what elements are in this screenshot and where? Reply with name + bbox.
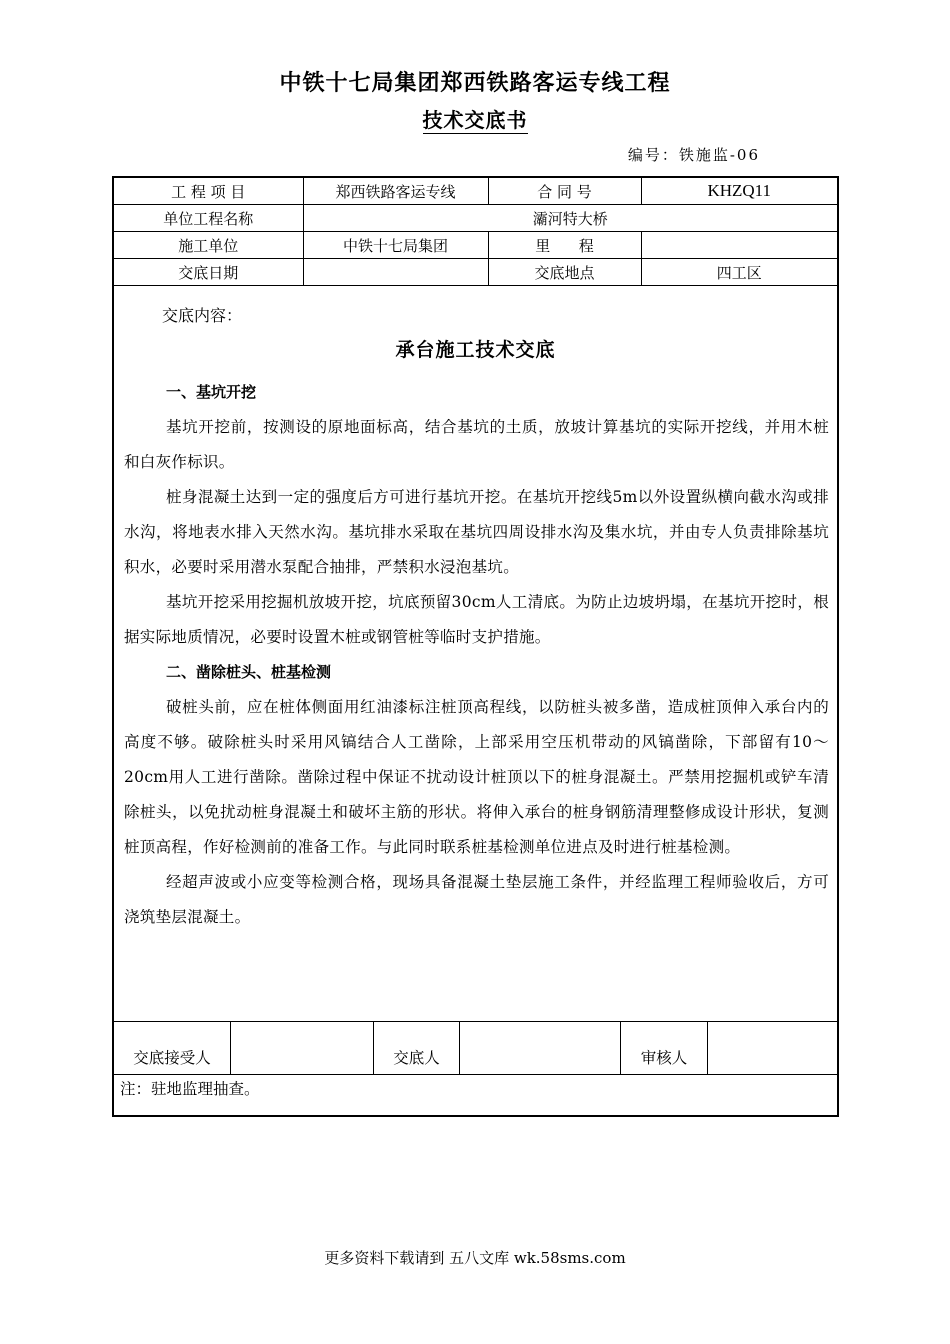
paragraph: 破桩头前，应在桩体侧面用红油漆标注桩顶高程线，以防桩头被多凿，造成桩顶伸入承台内的高度不够。破除桩头时采用风镐结合人工凿除，上部采用空压机带动的风镐凿除，下部留有10～20cm用人工进行凿除。凿除过程中保证不扰动设计桩顶以下的桩身混凝土。严禁用挖掘机或铲车清除桩头，以免扰动桩身混凝土和破坏主筋的形状。将伸入承台的桩身钢筋清理整修成设计形状，复测桩顶高程，作好检测前的准备工作。与此同时联系桩基检测单位进点及时进行桩基检测。 (124, 698, 829, 856)
section-heading: 二、凿除桩头、桩基检测 (166, 663, 332, 681)
paragraph: 桩身混凝土达到一定的强度后方可进行基坑开挖。在基坑开挖线5m以外设置纵横向截水沟或排水沟，将地表水排入天然水沟。基坑排水采取在基坑四周设排水沟及集水坑，并由专人负责排除基坑积水，必要时采用潜水泵配合抽排，严禁积水浸泡基坑。 (124, 488, 829, 576)
table-row (114, 205, 837, 232)
content-label: 交底内容： (162, 306, 243, 325)
project-value: 郑西铁路客运专线 (303, 178, 488, 205)
unit-name-value: 灞河特大桥 (303, 205, 837, 232)
table-row (114, 259, 837, 286)
document-title: 中铁十七局集团郑西铁路客运专线工程 (279, 71, 671, 96)
info-table (114, 178, 837, 286)
presenter-label: 交底人 (374, 1022, 460, 1074)
receiver-label: 交底接受人 (114, 1022, 231, 1074)
receiver-field[interactable] (231, 1022, 374, 1074)
table-row (114, 178, 837, 205)
document-number: 编号：铁施监-06 (627, 146, 760, 164)
table-row (114, 232, 837, 259)
mileage-value (641, 232, 837, 259)
paragraph: 经超声波或小应变等检测合格，现场具备混凝土垫层施工条件，并经监理工程师验收后，方可浇筑垫层混凝土。 (124, 873, 829, 926)
content-body (124, 375, 829, 935)
paragraph: 基坑开挖前，按测设的原地面标高，结合基坑的土质，放坡计算基坑的实际开挖线，并用木桩和白灰作标识。 (124, 418, 829, 471)
unit-name-label: 单位工程名称 (114, 205, 303, 232)
reviewer-label: 审核人 (621, 1022, 708, 1074)
content-title: 承台施工技术交底 (395, 339, 556, 361)
document-subtitle-text: 技术交底书 (422, 108, 528, 132)
project-label: 工 程 项 目 (114, 178, 303, 205)
footer-link[interactable]: 更多资料下载请到 五八文库 wk.58sms.com (324, 1249, 626, 1267)
document-subtitle (0, 104, 950, 133)
signature-row (114, 1021, 837, 1075)
date-value (303, 259, 488, 286)
location-label: 交底地点 (488, 259, 641, 286)
contract-value: KHZQ11 (641, 178, 837, 205)
presenter-field[interactable] (460, 1022, 621, 1074)
section-heading: 一、基坑开挖 (166, 383, 257, 401)
note: 注：驻地监理抽查。 (120, 1080, 260, 1098)
construction-unit-value: 中铁十七局集团 (303, 232, 488, 259)
contract-label: 合 同 号 (488, 178, 641, 205)
paragraph: 基坑开挖采用挖掘机放坡开挖，坑底预留30cm人工清底。为防止边坡坍塌，在基坑开挖时，根据实际地质情况，必要时设置木桩或钢管桩等临时支护措施。 (124, 593, 829, 646)
disclosure-form (112, 176, 839, 1117)
reviewer-field[interactable] (708, 1022, 837, 1074)
date-label: 交底日期 (114, 259, 303, 286)
construction-unit-label: 施工单位 (114, 232, 303, 259)
content-area (114, 293, 837, 1021)
location-value: 四工区 (641, 259, 837, 286)
mileage-label: 里 程 (488, 232, 641, 259)
